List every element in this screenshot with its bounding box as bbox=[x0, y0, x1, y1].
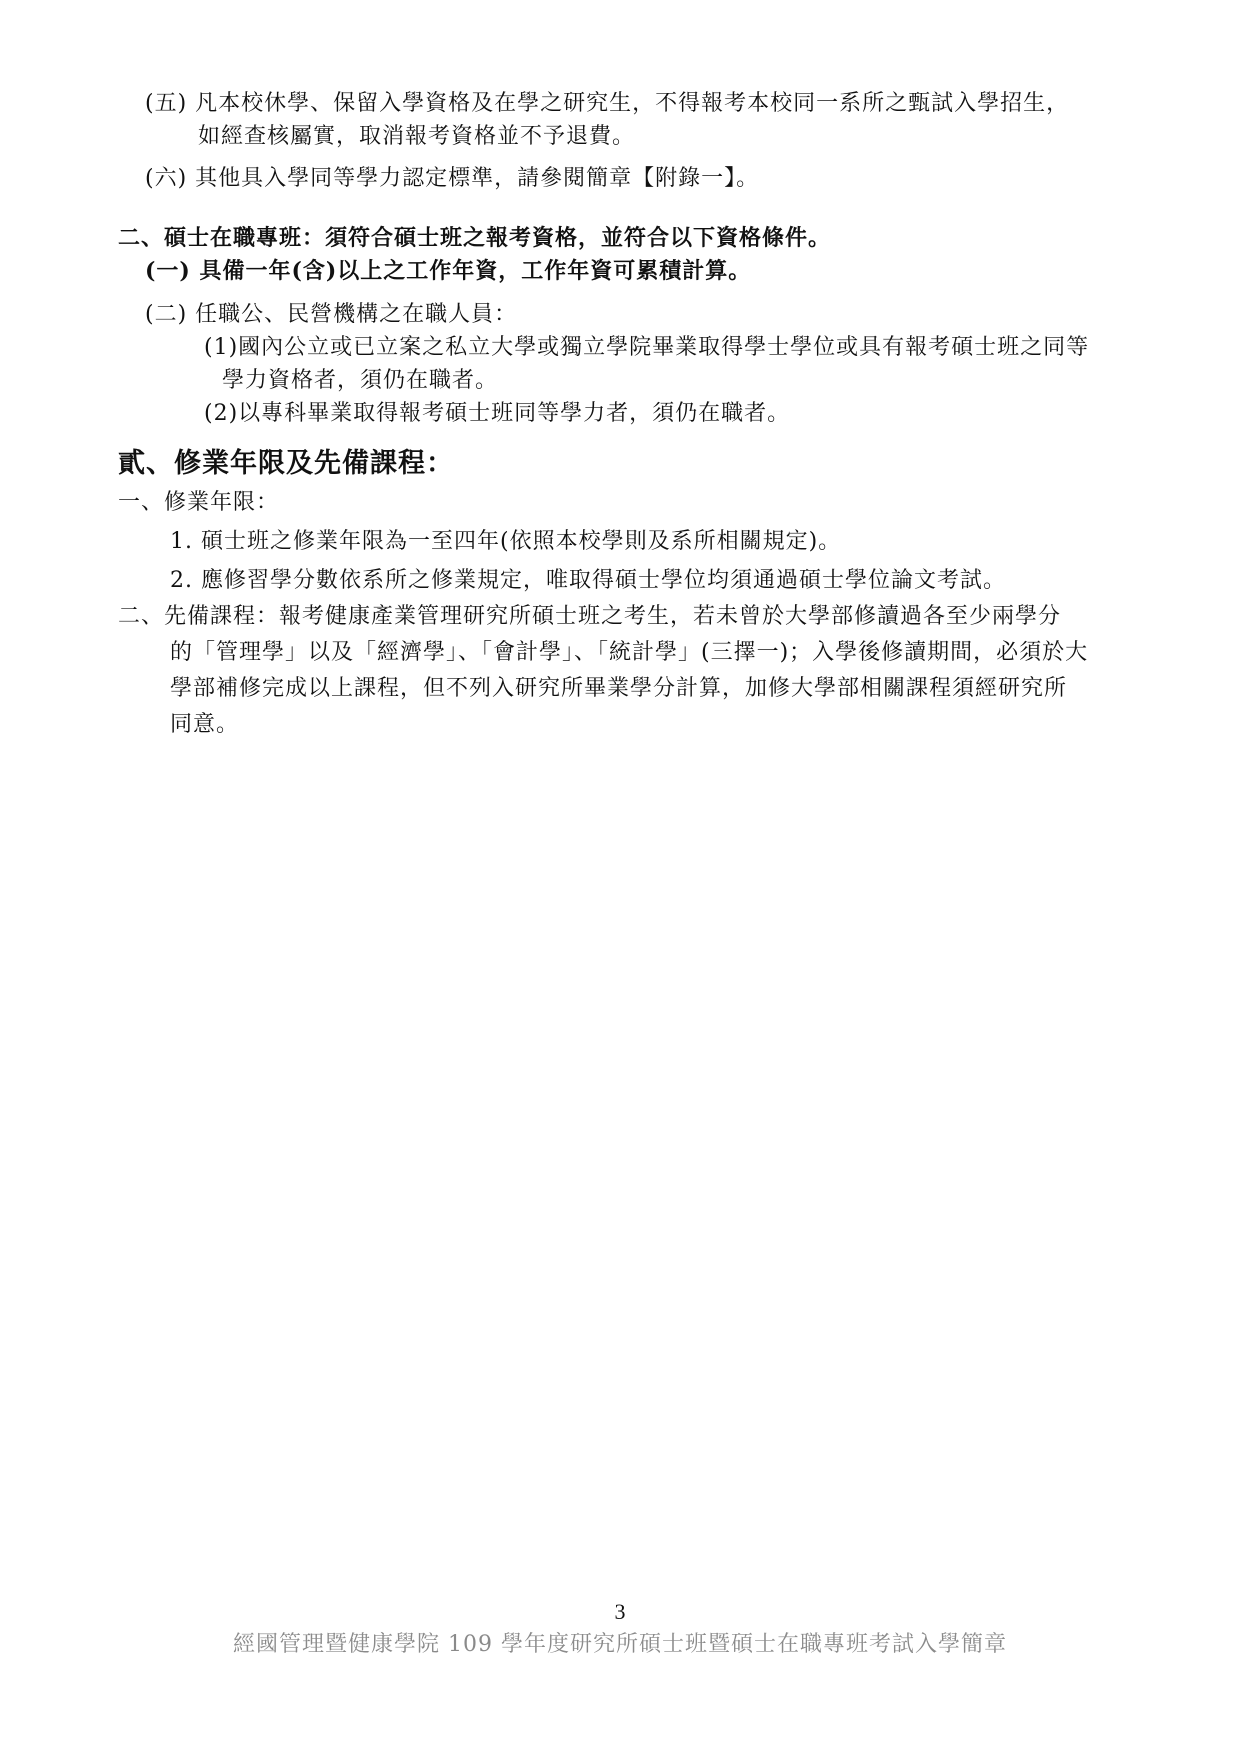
page-number: 3 bbox=[614, 1599, 626, 1624]
section-2-sub-2: (2)以專科畢業取得報考碩士班同等學力者，須仍在職者。 bbox=[204, 401, 791, 426]
section-2-heading: 二、碩士在職專班：須符合碩士班之報考資格，並符合以下資格條件。 bbox=[118, 225, 832, 251]
part-2-line-2: 的「管理學」以及「經濟學」、「會計學」、「統計學」(三擇一)；入學後修讀期間，必須於大 bbox=[170, 640, 1089, 665]
part-2-line-3: 學部補修完成以上課程，但不列入研究所畢業學分計算，加修大學部相關課程須經研究所 bbox=[170, 676, 1068, 701]
chapter-2-title: 貳、修業年限及先備課程： bbox=[118, 448, 454, 479]
section-2-sub-1-line-1: (1)國內公立或已立案之私立大學或獨立學院畢業取得學士學位或具有報考碩士班之同等 bbox=[204, 335, 1090, 360]
section-2-item-1: (一) 具備一年(含)以上之工作年資，工作年資可累積計算。 bbox=[145, 258, 752, 284]
item-6: (六) 其他具入學同等學力認定標準，請參閱簡章【附錄一】。 bbox=[145, 166, 760, 191]
page-footer: 經國管理暨健康學院 109 學年度研究所碩士班暨碩士在職專班考試入學簡章 bbox=[233, 1632, 1007, 1657]
section-2-sub-1-line-2: 學力資格者，須仍在職者。 bbox=[222, 368, 499, 393]
part-2-line-4: 同意。 bbox=[170, 712, 240, 737]
part-1-title: 一、修業年限： bbox=[118, 490, 280, 515]
part-2-line-1: 二、先備課程：報考健康產業管理研究所碩士班之考生，若未曾於大學部修讀過各至少兩學分 bbox=[118, 604, 1062, 629]
part-1-item-1: 1. 碩士班之修業年限為一至四年(依照本校學則及系所相關規定)。 bbox=[170, 529, 842, 554]
item-5-line-2: 如經查核屬實，取消報考資格並不予退費。 bbox=[198, 124, 636, 149]
item-5-line-1: (五) 凡本校休學、保留入學資格及在學之研究生，不得報考本校同一系所之甄試入學招生， bbox=[145, 91, 1070, 116]
part-1-item-2: 2. 應修習學分數依系所之修業規定，唯取得碩士學位均須通過碩士學位論文考試。 bbox=[170, 568, 1006, 593]
section-2-item-2: (二) 任職公、民營機構之在職人員： bbox=[145, 302, 518, 327]
